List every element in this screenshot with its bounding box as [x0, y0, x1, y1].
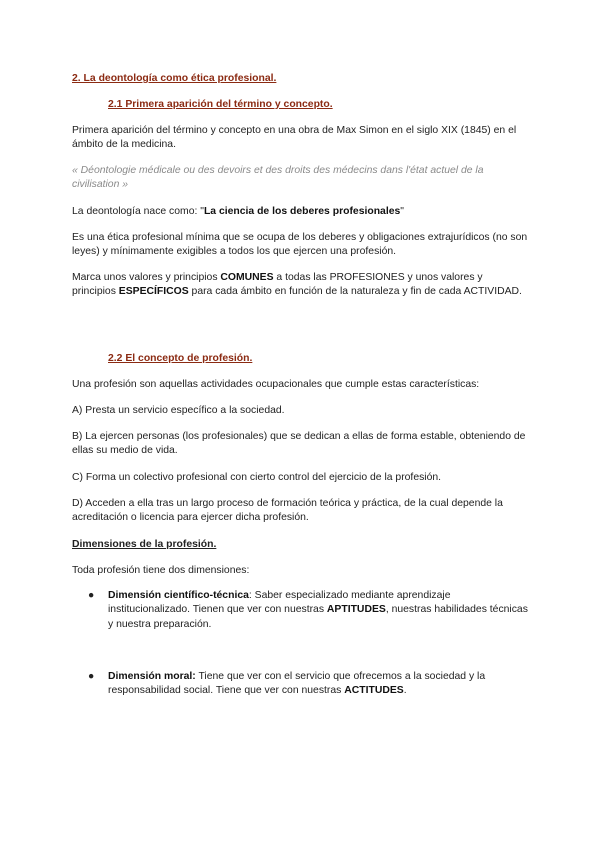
- bullet-scientific-technical: [108, 589, 528, 632]
- quote-deontologie: « Déontologie médicale ou des devoirs et des droits des médecins dans l'état actuel de la civilisation »: [72, 165, 484, 191]
- bold-word: ACTITUDES: [344, 685, 404, 697]
- text-fragment: a todas las PROFESIONES y unos valores y principios: [72, 272, 483, 298]
- text-fragment: : Saber especializado mediante aprendizaje institucionalizado. Tienen que ver con nuestras: [108, 590, 451, 616]
- paragraph-minimal-ethics: Es una ética profesional mínima que se ocupa de los deberes y obligaciones extrajurídicos (no son leyes) y mínimamente exigibles a todos los que ejercen una profesión.: [72, 232, 528, 258]
- section-heading-2: 2. La deontología como ética profesional.: [72, 73, 277, 84]
- subsection-heading-2-2: 2.2 El concepto de profesión.: [108, 353, 253, 364]
- bold-phrase: Dimensión moral:: [108, 671, 196, 682]
- subsection-heading-2-1: 2.1 Primera aparición del término y concepto.: [108, 99, 333, 110]
- paragraph-values-principles: [72, 271, 528, 300]
- list-item-b: B) La ejercen personas (los profesionales) que se dedican a ellas de forma estable, obteniendo de ellas su medio de vida.: [72, 431, 526, 457]
- bold-word: APTITUDES: [326, 604, 386, 616]
- bullet-moral: [108, 670, 528, 699]
- text-fragment: La deontología nace como: ": [72, 206, 204, 217]
- list-item-d: D) Acceden a ella tras un largo proceso de formación teórica y práctica, de la cual depende la acreditación o licencia para ejercer dicha profesión.: [72, 498, 503, 524]
- text-fragment: .: [403, 685, 407, 697]
- list-item-c: C) Forma un colectivo profesional con cierto control del ejercicio de la profesión.: [72, 472, 442, 483]
- bullet-icon: ●: [88, 671, 95, 682]
- bold-phrase: Dimensión científico-técnica: [108, 590, 249, 601]
- bold-phrase: La ciencia de los deberes profesionales: [203, 206, 401, 217]
- paragraph-deontology-birth: [72, 205, 528, 219]
- bold-word: ESPECÍFICOS: [118, 286, 189, 298]
- text-fragment: para cada ámbito en función de la naturaleza y fin de cada ACTIVIDAD.: [188, 286, 522, 298]
- text-fragment: Marca unos valores y principios: [72, 272, 221, 283]
- list-item-a: A) Presta un servicio específico a la sociedad.: [72, 405, 285, 416]
- heading-dimensions: Dimensiones de la profesión.: [72, 539, 217, 550]
- paragraph-first-appearance: Primera aparición del término y concepto en una obra de Max Simon en el siglo XIX (1845) en el ámbito de la medicina.: [72, 125, 517, 151]
- text-fragment: , nuestras habilidades técnicas y nuestra preparación.: [108, 604, 528, 630]
- paragraph-two-dimensions: Toda profesión tiene dos dimensiones:: [72, 565, 250, 576]
- text-fragment: Tiene que ver con el servicio que ofrecemos a la sociedad y la responsabilidad social. Tiene que ver con nuestras: [108, 671, 486, 697]
- bullet-icon: ●: [88, 590, 95, 601]
- text-fragment: ": [400, 206, 404, 217]
- paragraph-profession-definition: Una profesión son aquellas actividades ocupacionales que cumple estas características:: [72, 379, 480, 390]
- bold-word: COMUNES: [220, 272, 274, 283]
